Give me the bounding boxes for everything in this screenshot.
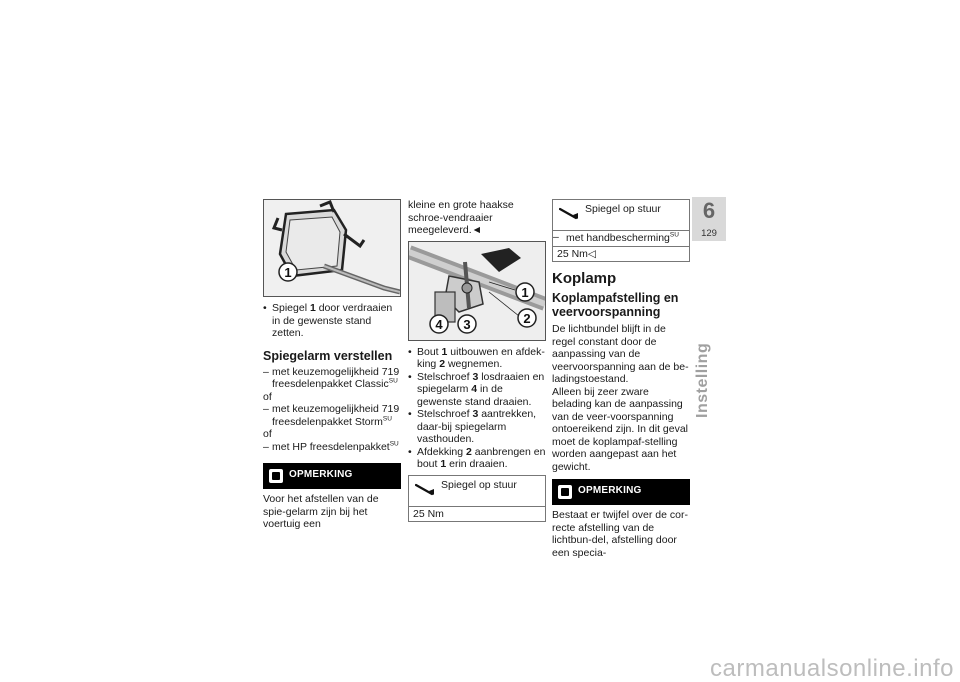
mirror-figure (263, 199, 401, 297)
list-item: • Stelschroef 3 aantrekken, daar-bij spiegelarm vasthouden. (408, 408, 546, 446)
figure-label-3: 3 (463, 316, 471, 332)
torque-value: 25 Nm◁ (557, 247, 597, 260)
wrench-icon (559, 206, 579, 220)
note-banner (552, 479, 690, 505)
option-item: – met keuzemogelijkheid 719 freesdelenpakket Classic$^{SU}$ (263, 366, 401, 391)
or-text: of (263, 428, 272, 440)
list-item: • Afdekking 2 aanbrengen en bout 1 erin draaien. (408, 446, 546, 471)
wrench-icon (415, 482, 435, 496)
figure-label-2: 2 (523, 310, 531, 326)
list-item: • Bout 1 uitbouwen en afdek-king 2 wegnemen. (408, 346, 546, 371)
column-3 (552, 199, 690, 559)
mirror-arm-figure (408, 241, 546, 341)
note-icon (558, 485, 572, 499)
paragraph: Alleen bij zeer zware belading kan de aanpassing van de veer-voorspanning ontoereikend zijn. In dit geval moet de koplampaf-stelling worden aangepast aan het gewicht. (552, 385, 689, 473)
note-text-continued: kleine en grote haakse schroe-vendraaier meegeleverd.◄ (408, 199, 514, 236)
torque-table (408, 475, 546, 523)
note-label: OPMERKING (578, 485, 642, 496)
torque-header (409, 476, 545, 507)
note-text: Voor het afstellen van de spie-gelarm zijn bij het voertuig een (263, 493, 379, 530)
torque-table (552, 199, 690, 262)
torque-label: Spiegel op stuur (441, 478, 517, 491)
list-item: • Stelschroef 3 losdraaien en spiegelarm 4 in de gewenste stand draaien. (408, 371, 546, 409)
paragraph: De lichtbundel blijft in de regel constant door de aanpassing van de veervoorspanning aan de be-ladingstoestand. (552, 323, 689, 385)
torque-value: 25 Nm (413, 507, 444, 520)
note-label: OPMERKING (289, 469, 353, 480)
section-heading-sub: Koplampafstelling en veervoorspanning (552, 291, 679, 319)
figure-label-1: 1 (521, 284, 529, 300)
column-1 (263, 199, 401, 531)
mirror-steps (263, 302, 401, 340)
chapter-title: Instelling (694, 342, 711, 418)
section-heading-main: Koplamp (552, 270, 617, 287)
chapter-number: 6 (702, 198, 716, 223)
column-2 (408, 199, 546, 522)
section-heading: Spiegelarm verstellen (263, 348, 393, 363)
note-banner (263, 463, 401, 489)
list-item: • Spiegel 1 door verdraaien in de gewenste stand zetten. (263, 302, 401, 340)
figure-label-1: 1 (284, 265, 292, 280)
page-number: 129 (701, 228, 717, 239)
or-text: of (263, 390, 272, 403)
note-text: Bestaat er twijfel over de cor-recte afstelling van de lichtbun-del, afstelling door een specia- (552, 509, 688, 559)
watermark: carmanualsonline.info (710, 654, 954, 682)
torque-header (553, 200, 689, 231)
note-icon (269, 469, 283, 483)
mirror-arm-steps (408, 346, 546, 471)
torque-label: Spiegel op stuur (585, 203, 661, 215)
option-item: – met keuzemogelijkheid 719 freesdelenpakket Storm$^{SU}$ (263, 403, 401, 428)
option-item: – met HP freesdelenpakket$^{SU}$ (263, 441, 401, 454)
figure-label-4: 4 (435, 316, 443, 332)
torque-condition: – met handbescherming$^{SU}$ (553, 231, 689, 247)
